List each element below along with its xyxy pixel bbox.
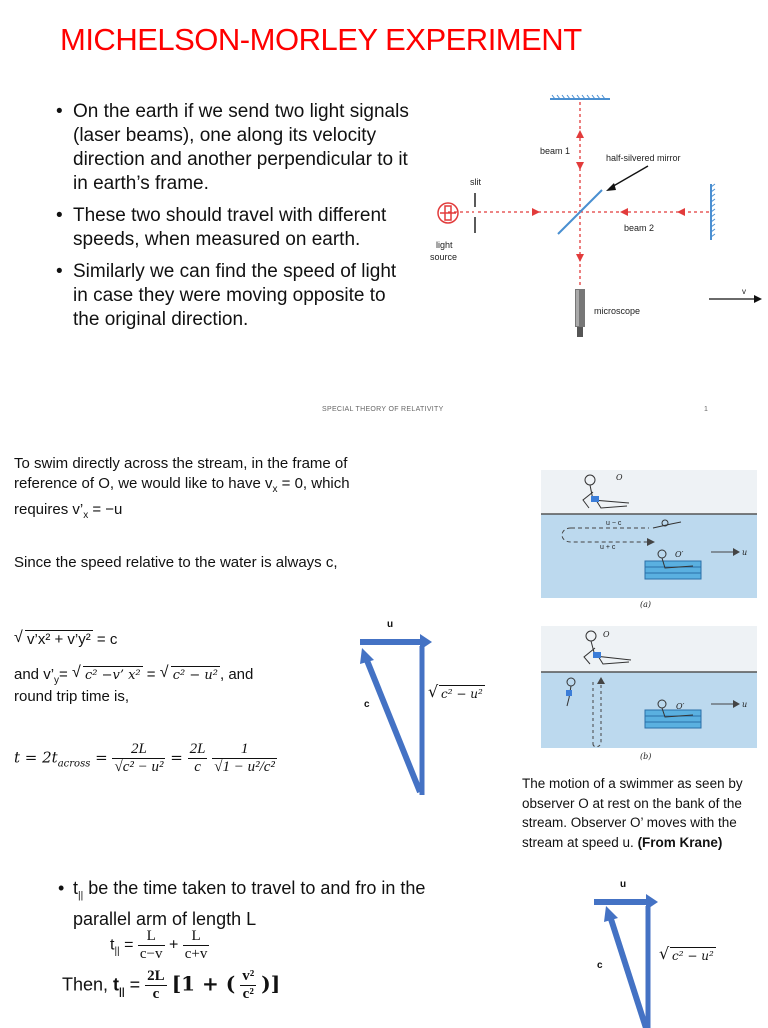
time-equation — [14, 741, 277, 776]
triangle1-c: c — [364, 699, 370, 710]
numerator: L — [183, 928, 210, 946]
equation-text: = — [170, 748, 188, 767]
numerator: 2L — [112, 741, 165, 759]
radicand: c² −v’ x² — [84, 668, 141, 683]
fig-b-o: O — [603, 630, 610, 639]
fraction — [138, 928, 165, 963]
fraction — [145, 968, 167, 1003]
numerator: 2L — [189, 741, 206, 757]
beam2-label: beam 2 — [624, 223, 655, 233]
mirror-label: half-silvered mirror — [606, 153, 681, 163]
denominator: √1 − u²/c² — [214, 759, 275, 775]
caption-source: (From Krane) — [637, 834, 723, 850]
equation-text: t — [110, 936, 115, 954]
numerator: 1 — [212, 741, 277, 759]
fig-a-u-plus-c: u + c — [600, 544, 616, 551]
subscript: x — [272, 484, 278, 495]
bullet-dot: • — [56, 101, 63, 122]
light-source — [438, 203, 458, 223]
equation-text: t = 2t — [14, 748, 58, 767]
fig-b-oprime: O′ — [676, 702, 685, 711]
equation-text: = — [124, 974, 146, 995]
v-label: v — [742, 287, 746, 296]
equation-text: , and — [219, 666, 254, 683]
swimmer-figure-b — [541, 626, 757, 748]
fig-a-oprime: O′ — [675, 550, 684, 559]
slide-2 — [0, 440, 768, 1024]
equation-speed — [14, 630, 117, 650]
para-text: = −u — [88, 501, 123, 518]
slide-title: MICHELSON-MORLEY EXPERIMENT — [60, 22, 582, 57]
denominator: c — [194, 759, 201, 775]
numerator: 2L — [147, 968, 165, 984]
fig-b-u: u — [742, 700, 748, 709]
radicand: c² − u² — [441, 687, 483, 701]
round-trip-text: round trip time is, — [14, 688, 130, 705]
bullet-text: t — [73, 878, 79, 898]
page-number: 1 — [704, 406, 708, 413]
fraction — [183, 928, 210, 963]
bullet-dot: • — [58, 878, 65, 898]
bullet-text: On the earth if we send two light signals (laser beams), one along its velocity direction and another perpendicular to it in earth’s frame. — [73, 101, 409, 194]
fig-b-label: (b) — [640, 752, 652, 761]
denominator: √c² − u² — [114, 759, 164, 775]
equation-text: Then, — [62, 974, 114, 995]
fig-a-label: (a) — [640, 600, 652, 609]
radicand: c² − u² — [672, 949, 714, 963]
triangle2-u: u — [620, 879, 627, 890]
sqrt-expression — [14, 630, 93, 650]
triangle2-radical — [659, 946, 716, 966]
equation-text: [1 + ( — [171, 971, 236, 996]
bullet-parallel — [58, 877, 438, 931]
fraction — [188, 741, 208, 776]
denominator: c+v — [184, 946, 208, 962]
para-text: = 0, which requires v’ — [14, 475, 350, 518]
equation-text: = c — [92, 631, 118, 648]
paragraph-swim — [14, 454, 354, 526]
equation-text: t — [113, 974, 120, 995]
mirror-pointer — [610, 166, 648, 188]
slide-1 — [0, 0, 768, 430]
denominator: c — [152, 986, 160, 1002]
radicand: v’x² + v’y² — [27, 631, 91, 648]
fraction — [212, 741, 277, 776]
bullet-text: be the time taken to travel to and fro in the parallel arm of length L — [73, 878, 426, 929]
bullet-dot: • — [56, 261, 63, 282]
equation-text: and v’ — [14, 666, 55, 683]
subscript: x — [83, 510, 89, 521]
fig-a-u-minus-c: u − c — [606, 520, 622, 527]
source-label: source — [430, 252, 458, 262]
microscope — [575, 289, 585, 337]
denominator: c² — [242, 986, 254, 1002]
subscript: || — [114, 945, 120, 957]
bullet-text: Similarly we can find the speed of light in case they were moving opposite to the original direction. — [73, 261, 397, 330]
denominator: c−v — [139, 946, 163, 962]
slit-label: slit — [470, 177, 481, 187]
fraction — [112, 741, 165, 776]
numerator: v² — [242, 968, 255, 984]
triangle1-radical — [428, 684, 485, 704]
equation-text: = — [59, 666, 72, 683]
paragraph-speed: Since the speed relative to the water is always c, — [14, 554, 338, 571]
fraction — [240, 968, 256, 1003]
beam1-label: beam 1 — [540, 146, 571, 156]
swimmer-figure-a — [541, 470, 757, 598]
numerator: L — [138, 928, 165, 946]
then-equation — [62, 968, 280, 1003]
microscope-label: microscope — [594, 306, 641, 316]
equation-text: + — [168, 936, 183, 954]
equation-text: = — [119, 936, 138, 954]
footer-title: SPECIAL THEORY OF RELATIVITY — [322, 406, 444, 413]
bullet-text: These two should travel with different speeds, when measured on earth. — [73, 205, 387, 250]
triangle1-u: u — [387, 619, 394, 630]
figure-caption — [522, 774, 767, 852]
subscript: || — [119, 986, 125, 998]
equation-text: = — [90, 748, 113, 767]
velocity-triangle-1 — [350, 630, 490, 810]
equation-text: )] — [261, 971, 281, 996]
light-label: light — [436, 240, 453, 250]
subscript: y — [54, 675, 60, 686]
radicand: c² − u² — [172, 668, 218, 683]
bullet-dot: • — [56, 205, 63, 226]
subscript: across — [57, 758, 91, 770]
caption-text: The motion of a swimmer as seen by observer O at rest on the bank of the stream. Observer O’ moves with the stream at speed u. — [522, 776, 743, 850]
sqrt-expression — [160, 665, 220, 685]
interferometer-diagram — [0, 0, 768, 430]
equation-text: = — [142, 666, 160, 683]
tpar-equation — [110, 928, 209, 963]
fig-a-u: u — [742, 548, 748, 557]
fig-a-o: O — [616, 473, 623, 482]
subscript: || — [78, 890, 84, 902]
sqrt-expression — [72, 665, 143, 685]
triangle2-c: c — [597, 960, 603, 971]
para-text: To swim directly across the stream, in the frame of reference of O, we would like to have v — [14, 455, 348, 492]
